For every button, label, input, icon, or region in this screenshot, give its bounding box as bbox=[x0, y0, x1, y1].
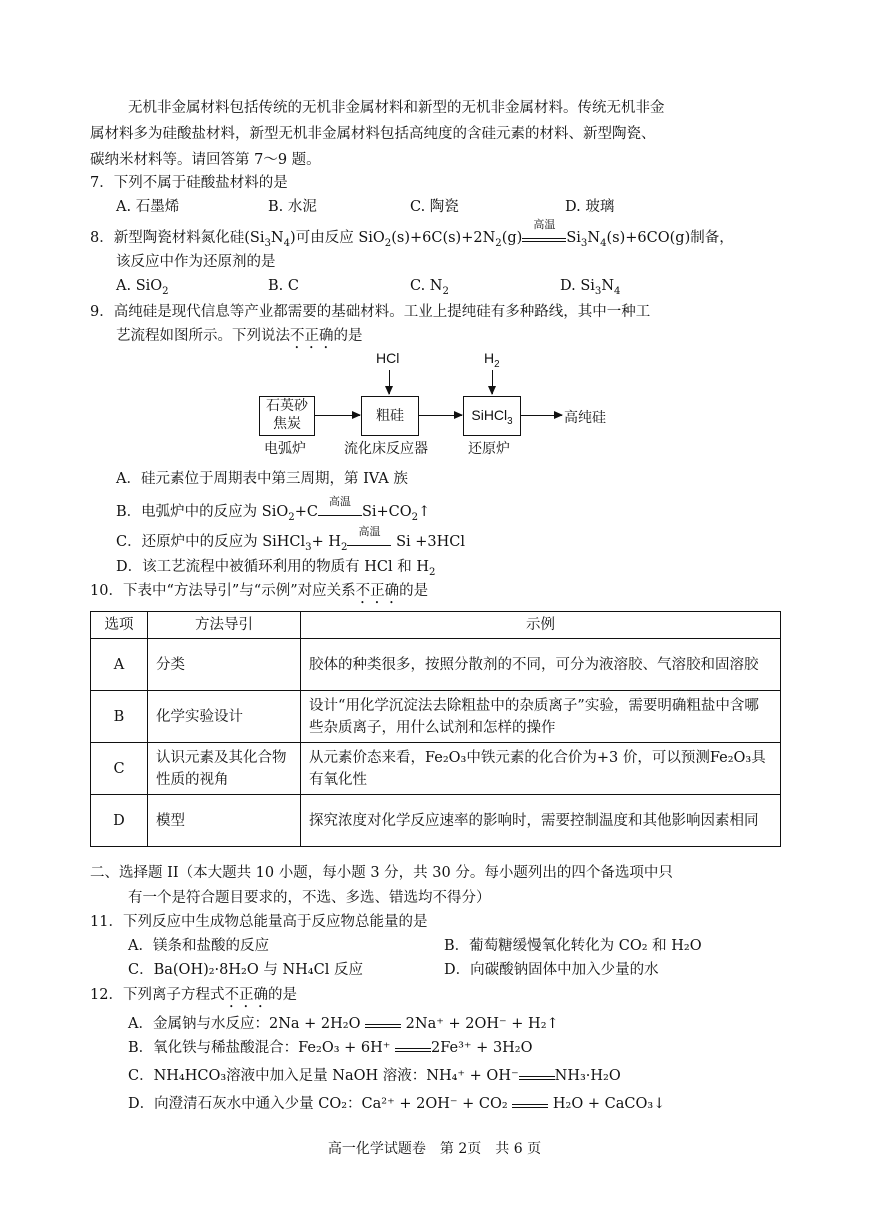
header-method: 方法导引 bbox=[148, 612, 301, 639]
reagent-hcl: HCl bbox=[376, 350, 400, 366]
box-crude-silicon: 粗硅 bbox=[361, 396, 419, 436]
section2-line-1: 二、选择题 II（本大题共 10 小题，每小题 3 分，共 30 分。每小题列出的四个备选项中只 bbox=[90, 865, 673, 881]
q11-option-b: B．葡萄糖缓慢氧化转化为 CO₂ 和 H₂O bbox=[444, 938, 702, 954]
q8-option-d: D. $Si_3N_4$ bbox=[560, 278, 621, 297]
h2-arrow bbox=[492, 370, 493, 394]
q9-c-condition: 高温 bbox=[347, 539, 391, 546]
q7-option-a: A. 石墨烯 bbox=[116, 199, 180, 215]
q8-stem: 8．新型陶瓷材料氮化硅$(Si_3N_4)$可由反应 $SiO_2(s)+6C(s)+2N_2(g)$ 高温 $Si_3N_4(s)+6CO(g)$制备， bbox=[90, 218, 734, 249]
q12-option-c: C．NH₄HCO₃溶液中加入足量 NaOH 溶液：NH₄⁺ + OH⁻ NH₃·H₂O bbox=[128, 1068, 621, 1084]
cell-option: A bbox=[91, 639, 148, 691]
q8-option-a: A. SiO$_2$ bbox=[116, 278, 169, 297]
cell-method: 分类 bbox=[148, 639, 301, 691]
q11-option-d: D．向碳酸钠固体中加入少量的水 bbox=[444, 962, 659, 978]
label-fluidized-bed: 流化床反应器 bbox=[344, 441, 428, 457]
table-row bbox=[91, 795, 781, 847]
header-option: 选项 bbox=[91, 612, 148, 639]
header-example: 示例 bbox=[301, 612, 781, 639]
cell-example: 设计“用化学沉淀法去除粗盐中的杂质离子”实验，需要明确粗盐中含哪些杂质离子，用什么试剂和怎样的操作 bbox=[301, 691, 781, 743]
q10-stem: 10．下表中“方法导引”与“示例”对应关系不正确的是 bbox=[90, 583, 429, 599]
q12-stem: 12．下列离子方程式不正确的是 bbox=[90, 987, 297, 1003]
q8-condition: 高温 bbox=[522, 232, 566, 242]
flow-arrow-1 bbox=[314, 415, 360, 416]
box-quartz-sand-coke: 石英砂 焦炭 bbox=[259, 396, 315, 436]
section2-line-2: 有一个是符合题目要求的，不选、多选、错选均不得分） bbox=[128, 890, 491, 906]
page-footer: 高一化学试题卷 第 2页 共 6 页 bbox=[327, 1141, 542, 1157]
cell-option: B bbox=[91, 691, 148, 743]
reagent-h2: $H_2$ bbox=[484, 350, 500, 370]
q12-option-b: B．氧化铁与稀盐酸混合：Fe₂O₃ + 6H⁺ 2Fe³⁺ + 3H₂O bbox=[128, 1040, 533, 1056]
q9-option-b: B．电弧炉中的反应为 SiO$_2$+C 高温 $Si+CO_2↑$ bbox=[116, 495, 431, 523]
table-header-row bbox=[91, 612, 781, 639]
q11-option-c: C．Ba(OH)₂·8H₂O 与 NH₄Cl 反应 bbox=[128, 962, 363, 978]
q9-option-c: C．还原炉中的反应为 SiHCl$_3$+ $H_2$ 高温 Si +3HCl bbox=[116, 525, 466, 553]
q8-line-2: 该反应中作为还原剂的是 bbox=[116, 254, 276, 270]
q8-option-c: C. $N_2$ bbox=[410, 278, 449, 297]
q9-option-a: A．硅元素位于周期表中第三周期，第 IVA 族 bbox=[116, 471, 408, 487]
table-row bbox=[91, 639, 781, 691]
q10-table bbox=[90, 611, 781, 847]
cell-example: 探究浓度对化学反应速率的影响时，需要控制温度和其他影响因素相同 bbox=[301, 795, 781, 847]
cell-example: 从元素价态来看，Fe₂O₃中铁元素的化合价为+3 价，可以预测Fe₂O₃具有氧化性 bbox=[301, 743, 781, 795]
box-sihcl3: SiHCl$_3$ bbox=[463, 396, 521, 436]
q12-option-d: D．向澄清石灰水中通入少量 CO₂：Ca²⁺ + 2OH⁻ + CO₂ H₂O + CaCO₃↓ bbox=[128, 1096, 666, 1112]
label-reduction-furnace: 还原炉 bbox=[468, 441, 510, 457]
flow-arrow-3 bbox=[520, 415, 562, 416]
q11-option-a: A．镁条和盐酸的反应 bbox=[128, 938, 269, 954]
label-arc-furnace: 电弧炉 bbox=[264, 441, 306, 457]
q7-option-d: D. 玻璃 bbox=[565, 199, 615, 215]
intro-line-1: 无机非金属材料包括传统的无机非金属材料和新型的无机非金属材料。传统无机非金 bbox=[128, 100, 665, 116]
cell-option: C bbox=[91, 743, 148, 795]
flow-arrow-2 bbox=[418, 415, 462, 416]
q9-option-d: D．该工艺流程中被循环利用的物质有 HCl 和 $H_2$ bbox=[116, 559, 436, 578]
q9-line-1: 9．高纯硅是现代信息等产业都需要的基础材料。工业上提纯硅有多种路线，其中一种工 bbox=[90, 304, 651, 320]
q11-stem: 11．下列反应中生成物总能量高于反应物总能量的是 bbox=[90, 914, 428, 930]
intro-line-3: 碳纳米材料等。请回答第 7～9 题。 bbox=[90, 152, 321, 168]
cell-option: D bbox=[91, 795, 148, 847]
intro-line-2: 属材料多为硅酸盐材料，新型无机非金属材料包括高纯度的含硅元素的材料、新型陶瓷、 bbox=[90, 126, 656, 142]
q9-line-2: 艺流程如图所示。下列说法不正确的是 bbox=[116, 328, 363, 344]
q9-b-condition: 高温 bbox=[318, 509, 362, 516]
q12-option-a: A．金属钠与水反应：2Na + 2H₂O 2Na⁺ + 2OH⁻ + H₂↑ bbox=[128, 1016, 559, 1032]
table-row bbox=[91, 691, 781, 743]
q7-option-b: B. 水泥 bbox=[268, 199, 317, 215]
table-row bbox=[91, 743, 781, 795]
cell-example: 胶体的种类很多，按照分散剂的不同，可分为液溶胶、气溶胶和固溶胶 bbox=[301, 639, 781, 691]
q8-option-b: B. C bbox=[268, 278, 299, 294]
q7-stem: 7．下列不属于硅酸盐材料的是 bbox=[90, 175, 288, 191]
q7-option-c: C. 陶瓷 bbox=[410, 199, 459, 215]
cell-method: 化学实验设计 bbox=[148, 691, 301, 743]
cell-method: 模型 bbox=[148, 795, 301, 847]
product-high-purity-silicon: 高纯硅 bbox=[564, 410, 606, 426]
cell-method: 认识元素及其化合物性质的视角 bbox=[148, 743, 301, 795]
hcl-arrow bbox=[389, 370, 390, 394]
